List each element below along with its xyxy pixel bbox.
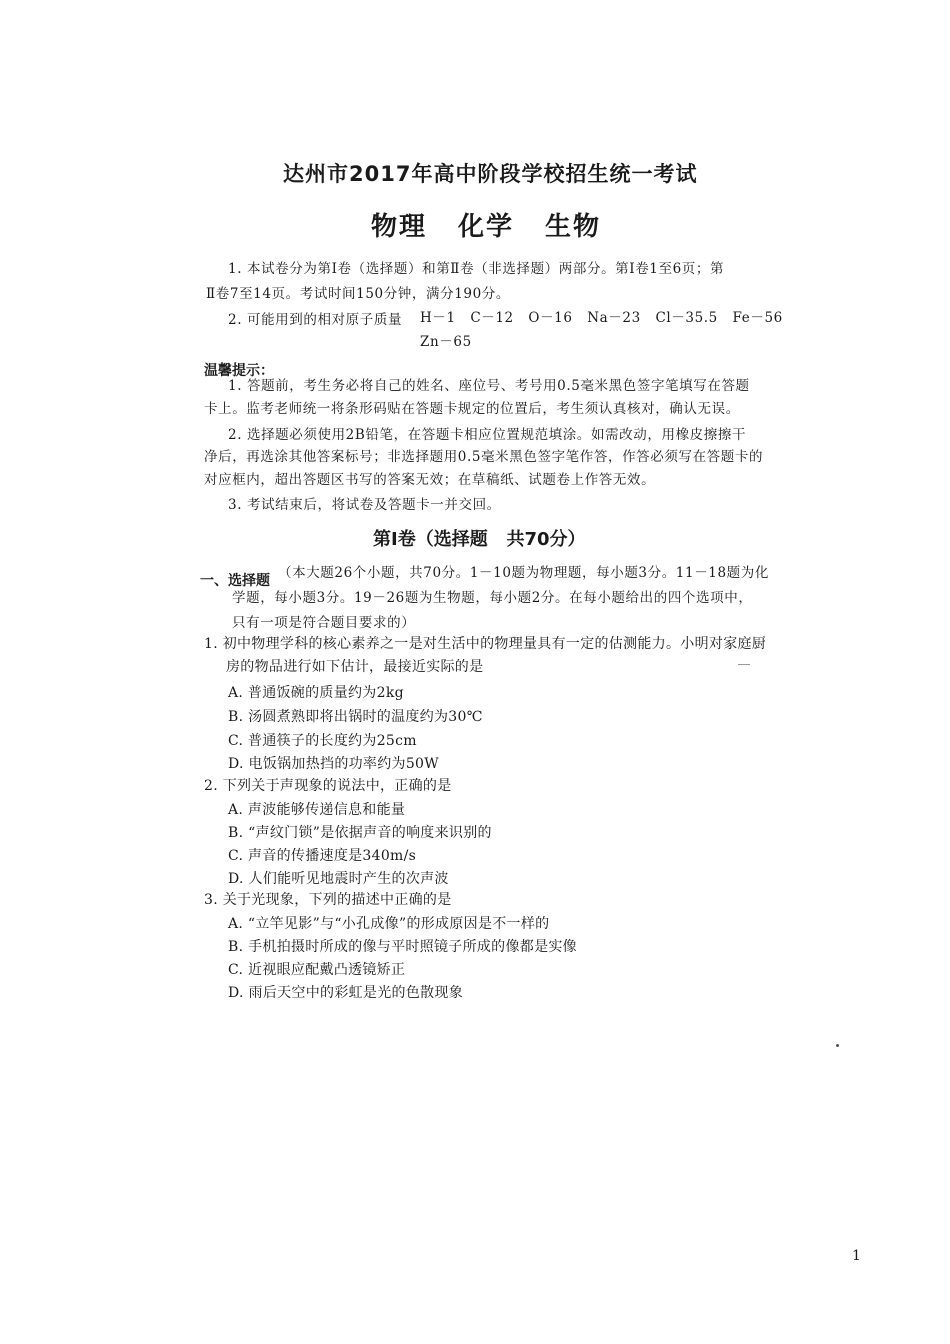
question-1-option-b: B. 汤圆煮熟即将出锅时的温度约为30℃	[228, 709, 483, 725]
section-intro-line-2: 学题，每小题3分。19－26题为生物题，每小题2分。在每小题给出的四个选项中，	[232, 590, 753, 606]
reminder-heading: 温馨提示：	[204, 363, 274, 379]
question-1-option-d: D. 电饭锅加热挡的功率约为50W	[228, 756, 439, 772]
scan-mark	[738, 664, 750, 665]
question-1-stem-line-1: 1. 初中物理学科的核心素养之一是对生活中的物理量具有一定的估测能力。小明对家庭厨	[204, 636, 767, 652]
question-2-option-d: D. 人们能听见地震时产生的次声波	[228, 871, 449, 887]
subject-biology: 生物	[545, 212, 602, 242]
question-3-option-a: A. “立竿见影”与“小孔成像”的形成原因是不一样的	[228, 916, 550, 932]
reminder-2-line-3: 对应框内，超出答题区书写的答案无效；在草稿纸、试题卷上作答无效。	[204, 472, 656, 488]
page-number: 1	[852, 1248, 861, 1264]
subject-physics: 物理	[371, 212, 428, 242]
question-2-option-c: C. 声音的传播速度是340m/s	[228, 848, 417, 864]
reminder-2-line-1: 2. 选择题必须使用2B铅笔，在答题卡相应位置规范填涂。如需改动，用橡皮擦擦干	[228, 427, 747, 443]
subject-chemistry: 化学	[458, 212, 515, 242]
reminder-3: 3. 考试结束后，将试卷及答题卡一并交回。	[228, 497, 501, 513]
reminder-2-line-2: 净后，再选涂其他答案标号；非选择题用0.5毫米黑色签字笔作答，作答必须写在答题卡的	[204, 449, 764, 465]
question-3-option-d: D. 雨后天空中的彩虹是光的色散现象	[228, 985, 464, 1001]
exam-title: 达州市2017年高中阶段学校招生统一考试	[283, 162, 698, 186]
question-2-option-a: A. 声波能够传递信息和能量	[228, 802, 406, 818]
question-1-stem-line-2: 房的物品进行如下估计，最接近实际的是	[226, 659, 484, 675]
question-2-option-b: B. “声纹门锁”是依据声音的响度来识别的	[228, 825, 492, 841]
question-3-stem: 3. 关于光现象，下列的描述中正确的是	[204, 892, 452, 908]
note-1-line-1: 1. 本试卷分为第Ⅰ卷（选择题）和第Ⅱ卷（非选择题）两部分。第Ⅰ卷1至6页；第	[228, 261, 725, 277]
reminder-1-line-2: 卡上。监考老师统一将条形码贴在答题卡规定的位置后，考生须认真核对，确认无误。	[204, 401, 740, 417]
part-1-heading: 第Ⅰ卷（选择题 共70分）	[373, 529, 586, 550]
question-2-stem: 2. 下列关于声现象的说法中，正确的是	[204, 778, 452, 794]
question-1-option-a: A. 普通饭碗的质量约为2kg	[228, 685, 404, 701]
question-3-option-c: C. 近视眼应配戴凸透镜矫正	[228, 962, 406, 978]
note-2-label: 2. 可能用到的相对原子质量	[228, 312, 403, 328]
section-label: 一、选择题	[200, 573, 270, 589]
section-intro-line-3: 只有一项是符合题目要求的）	[232, 615, 416, 631]
section-intro-line-1: （本大题26个小题，共70分。1－10题为物理题，每小题3分。11－18题为化	[278, 565, 769, 581]
note-2-line-2: Zn－65	[420, 334, 472, 350]
scan-speck	[836, 1044, 839, 1047]
reminder-1-line-1: 1. 答题前，考生务必将自己的姓名、座位号、考号用0.5毫米黑色签字笔填写在答题	[228, 378, 750, 394]
note-1-line-2: Ⅱ卷7至14页。考试时间150分钟，满分190分。	[206, 286, 510, 302]
question-1-option-c: C. 普通筷子的长度约为25cm	[228, 733, 417, 749]
note-2-atomic-masses: H－1 C－12 O－16 Na－23 Cl－35.5 Fe－56	[420, 310, 783, 326]
question-3-option-b: B. 手机拍摄时所成的像与平时照镜子所成的像都是实像	[228, 939, 577, 955]
